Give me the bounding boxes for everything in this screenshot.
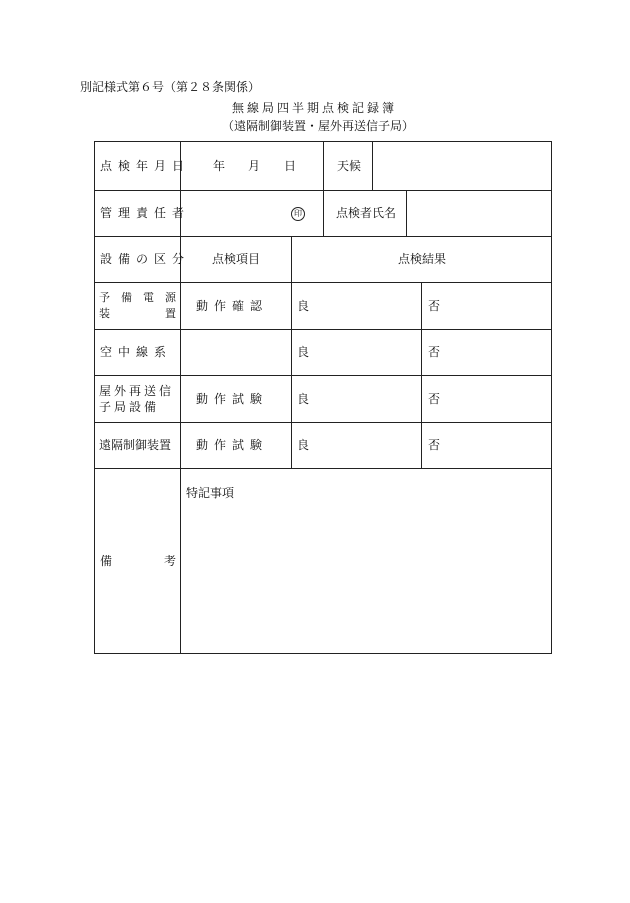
row-bad-4: 否 bbox=[428, 438, 441, 452]
row-item-4: 動作試験 bbox=[196, 438, 269, 452]
row-good-3: 良 bbox=[297, 392, 310, 406]
date-year-label: 年 bbox=[213, 159, 226, 173]
row-label-3b: 子局設備 bbox=[99, 400, 160, 414]
row-good-2: 良 bbox=[297, 345, 310, 359]
form-label: 別記様式第６号（第２８条関係） bbox=[80, 80, 261, 94]
row-item-3: 動作試験 bbox=[196, 392, 269, 406]
item-header: 点検項目 bbox=[212, 252, 261, 266]
result-header: 点検結果 bbox=[398, 252, 447, 266]
weather-label: 天候 bbox=[337, 159, 362, 173]
inspector-label: 点検者氏名 bbox=[336, 206, 397, 220]
form-subtitle: （遠隔制御装置・屋外再送信子局） bbox=[222, 119, 415, 133]
row-label-1b: 装 置 bbox=[99, 307, 176, 320]
seal-mark: 印 bbox=[291, 207, 305, 221]
date-day-label: 日 bbox=[284, 159, 297, 173]
form-title: 無線局四半期点検記録簿 bbox=[232, 101, 398, 115]
row-bad-2: 否 bbox=[428, 345, 441, 359]
row-label-1: 予 備 電 源 bbox=[99, 291, 176, 304]
row-item-1: 動作確認 bbox=[196, 299, 269, 313]
row-good-4: 良 bbox=[297, 438, 310, 452]
row-bad-3: 否 bbox=[428, 392, 441, 406]
special-notes-label: 特記事項 bbox=[186, 486, 235, 500]
manager-label: 管理責任者 bbox=[100, 206, 191, 220]
remarks-label-left: 備 bbox=[100, 554, 113, 568]
row-good-1: 良 bbox=[297, 299, 310, 313]
remarks-label-right: 考 bbox=[164, 554, 177, 568]
date-label: 点検年月日 bbox=[100, 159, 191, 173]
row-bad-1: 否 bbox=[428, 299, 441, 313]
row-label-3: 屋外再送信 bbox=[99, 384, 175, 398]
row-label-4: 遠隔制御装置 bbox=[99, 438, 172, 452]
row-label-2: 空中線系 bbox=[100, 345, 173, 359]
section-label: 設備の区分 bbox=[100, 252, 191, 266]
date-month-label: 月 bbox=[248, 159, 261, 173]
